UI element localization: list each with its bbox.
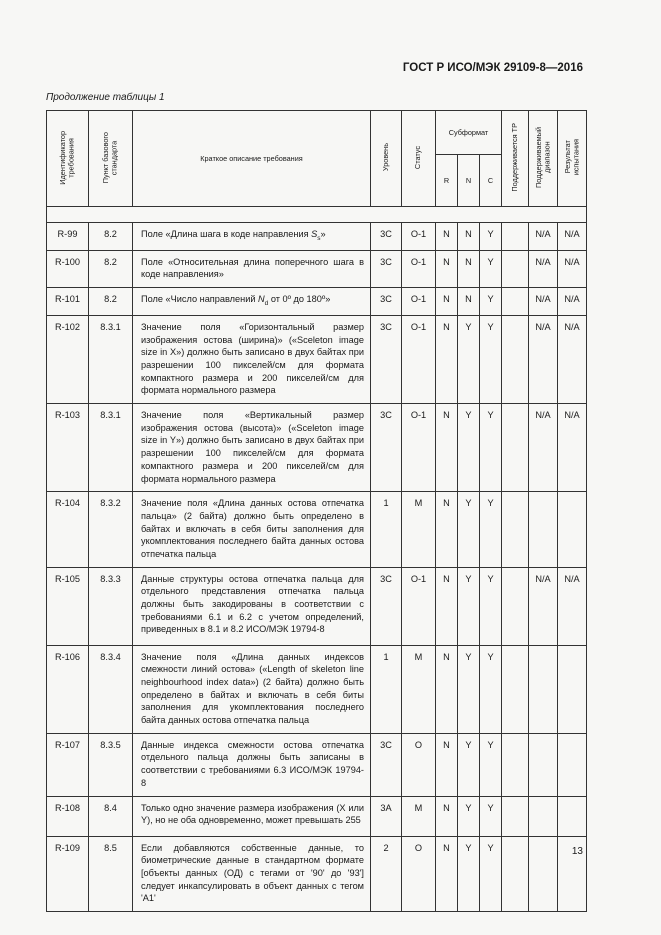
row-sub-c: Y [480,404,502,492]
row-sub-n: N [458,250,480,287]
row-id: R-106 [47,645,89,733]
row-status: М [402,492,436,567]
row-sub-r: N [436,796,458,836]
row-id: R-100 [47,250,89,287]
row-sub-n: Y [458,567,480,645]
header-level: Уровень [371,111,402,207]
row-sub-n: Y [458,796,480,836]
row-sub-c: Y [480,645,502,733]
row-tp [502,733,529,796]
row-level: 3С [371,404,402,492]
row-status: О-1 [402,250,436,287]
row-status: О-1 [402,223,436,251]
row-tp [502,250,529,287]
row-id: R-107 [47,733,89,796]
row-status: О [402,836,436,911]
row-id: R-104 [47,492,89,567]
row-description: Значение поля «Длина данных индексов смежности линий остова» («Length of skeleton line neighbourhood index data») (2 байта) должно быть определено в байтах и включать в себя биты заполнения для укомплектования последнего байта данных остова отпечатка пальца [133,645,371,733]
row-level: 3С [371,567,402,645]
table-row [47,796,587,836]
table-row [47,223,587,251]
row-range [529,492,558,567]
row-sub-n: N [458,223,480,251]
row-tp [502,223,529,251]
table-row [47,404,587,492]
row-sub-c: Y [480,315,502,403]
table-row [47,288,587,316]
row-clause: 8.3.3 [89,567,133,645]
row-sub-c: Y [480,492,502,567]
row-sub-r: N [436,492,458,567]
row-sub-r: N [436,645,458,733]
row-description: Значение поля «Горизонтальный размер изображения остова (ширина)» («Sceleton image size in X») должно быть записано в двух байтах при разрешении 100 пикселей/см для формата компактного размера и 200 пикселей/см для формата нормального размера [133,315,371,403]
row-tp [502,315,529,403]
requirements-table [46,110,587,912]
row-level: 3А [371,796,402,836]
row-result: N/A [558,288,587,316]
row-sub-c: Y [480,250,502,287]
row-description: Значение поля «Вертикальный размер изображения остова (высота)» («Sceleton image size in Y») должно быть записано в двух байтах при разрешении 100 пикселей/см для формата компактного размера и 200 пикселей/см для формата нормального размера [133,404,371,492]
row-result: N/A [558,567,587,645]
row-result: N/A [558,223,587,251]
row-level: 3С [371,733,402,796]
header-id: Идентификатор требования [47,111,89,207]
row-description: Поле «Относительная длина поперечного шага в коде направления» [133,250,371,287]
row-sub-n: Y [458,492,480,567]
row-status: О [402,733,436,796]
row-tp [502,404,529,492]
row-result [558,645,587,733]
row-result [558,796,587,836]
row-id: R-109 [47,836,89,911]
header-tp: Поддерживается ТР [502,111,529,207]
row-sub-r: N [436,567,458,645]
row-status: М [402,645,436,733]
row-description: Значение поля «Длина данных остова отпечатка пальца» (2 байта) должно быть определено в байтах и включать в себя биты заполнения для укомплектования последнего байта данных остова отпечатка пальца [133,492,371,567]
row-clause: 8.2 [89,288,133,316]
row-id: R-105 [47,567,89,645]
standard-header: ГОСТ Р ИСО/МЭК 29109-8—2016 [402,62,583,74]
row-sub-n: Y [458,404,480,492]
row-level: 3С [371,223,402,251]
row-description: Данные структуры остова отпечатка пальца для отдельного представления отпечатка пальца должны быть закодированы в соответствии с требованиями 6.1 и 6.2 с учетом определений, приведенных в 8.1 и 8.2 ИСО/МЭК 19794-8 [133,567,371,645]
row-sub-r: N [436,836,458,911]
header-status: Статус [402,111,436,207]
table-row [47,250,587,287]
page-number: 13 [571,846,583,857]
row-sub-c: Y [480,567,502,645]
row-id: R-99 [47,223,89,251]
row-clause: 8.3.5 [89,733,133,796]
row-id: R-108 [47,796,89,836]
row-clause: 8.2 [89,223,133,251]
row-id: R-103 [47,404,89,492]
table-row [47,315,587,403]
row-description: Если добавляются собственные данные, то биометрические данные в стандартном формате [объекты данных (ОД) с тегами от '90' до '93'] следует инкапсулировать в объект данных с тегом 'А1' [133,836,371,911]
row-level: 3С [371,315,402,403]
row-sub-n: Y [458,836,480,911]
header-description: Краткое описание требования [133,111,371,207]
row-sub-r: N [436,315,458,403]
row-sub-c: Y [480,733,502,796]
row-sub-n: Y [458,733,480,796]
header-result: Результат испытания [558,111,587,207]
row-sub-r: N [436,733,458,796]
row-range: N/A [529,223,558,251]
row-result: N/A [558,315,587,403]
row-range: N/A [529,250,558,287]
row-id: R-101 [47,288,89,316]
row-result [558,492,587,567]
row-range [529,796,558,836]
row-range: N/A [529,288,558,316]
row-description: Поле «Число направлений $N_d$ от 0º до 180º» [133,288,371,316]
header-range: Поддерживаемый диапазон [529,111,558,207]
table-row [47,733,587,796]
row-sub-n: N [458,288,480,316]
row-description: Поле «Длина шага в коде направления $S_s$» [133,223,371,251]
row-status: О-1 [402,288,436,316]
row-status: О-1 [402,404,436,492]
row-id: R-102 [47,315,89,403]
table-row [47,492,587,567]
header-sub-r: R [436,155,458,207]
header-sub-c: C [480,155,502,207]
row-clause: 8.3.2 [89,492,133,567]
row-range [529,733,558,796]
row-tp [502,567,529,645]
header-sub-n: N [458,155,480,207]
row-range: N/A [529,404,558,492]
row-clause: 8.2 [89,250,133,287]
row-level: 3С [371,250,402,287]
row-clause: 8.3.1 [89,315,133,403]
row-clause: 8.5 [89,836,133,911]
row-level: 1 [371,492,402,567]
row-clause: 8.3.4 [89,645,133,733]
table-row [47,645,587,733]
row-sub-n: Y [458,315,480,403]
row-clause: 8.3.1 [89,404,133,492]
row-status: О-1 [402,315,436,403]
row-status: М [402,796,436,836]
row-level: 3С [371,288,402,316]
row-tp [502,796,529,836]
row-clause: 8.4 [89,796,133,836]
row-level: 2 [371,836,402,911]
row-result [558,733,587,796]
header-clause: Пункт базового стандарта [89,111,133,207]
row-tp [502,492,529,567]
row-description: Данные индекса смежности остова отпечатка отдельного пальца должны быть записаны в соответствии с требованиями 6.3 ИСО/МЭК 19794-8 [133,733,371,796]
row-range: N/A [529,567,558,645]
row-sub-c: Y [480,796,502,836]
table-row [47,567,587,645]
row-sub-c: Y [480,288,502,316]
row-description: Только одно значение размера изображения (X или Y), но не оба одновременно, может превышать 255 [133,796,371,836]
row-level: 1 [371,645,402,733]
row-status: О-1 [402,567,436,645]
table-caption: Продолжение таблицы 1 [46,92,165,103]
row-tp [502,836,529,911]
row-range: N/A [529,315,558,403]
row-tp [502,288,529,316]
row-sub-n: Y [458,645,480,733]
row-sub-r: N [436,404,458,492]
table-row [47,836,587,911]
row-tp [502,645,529,733]
row-sub-r: N [436,223,458,251]
row-sub-c: Y [480,836,502,911]
row-sub-r: N [436,250,458,287]
row-result: N/A [558,250,587,287]
row-range [529,645,558,733]
row-result: N/A [558,404,587,492]
row-range [529,836,558,911]
row-sub-r: N [436,288,458,316]
header-subformat: Субформат [436,111,502,155]
row-sub-c: Y [480,223,502,251]
